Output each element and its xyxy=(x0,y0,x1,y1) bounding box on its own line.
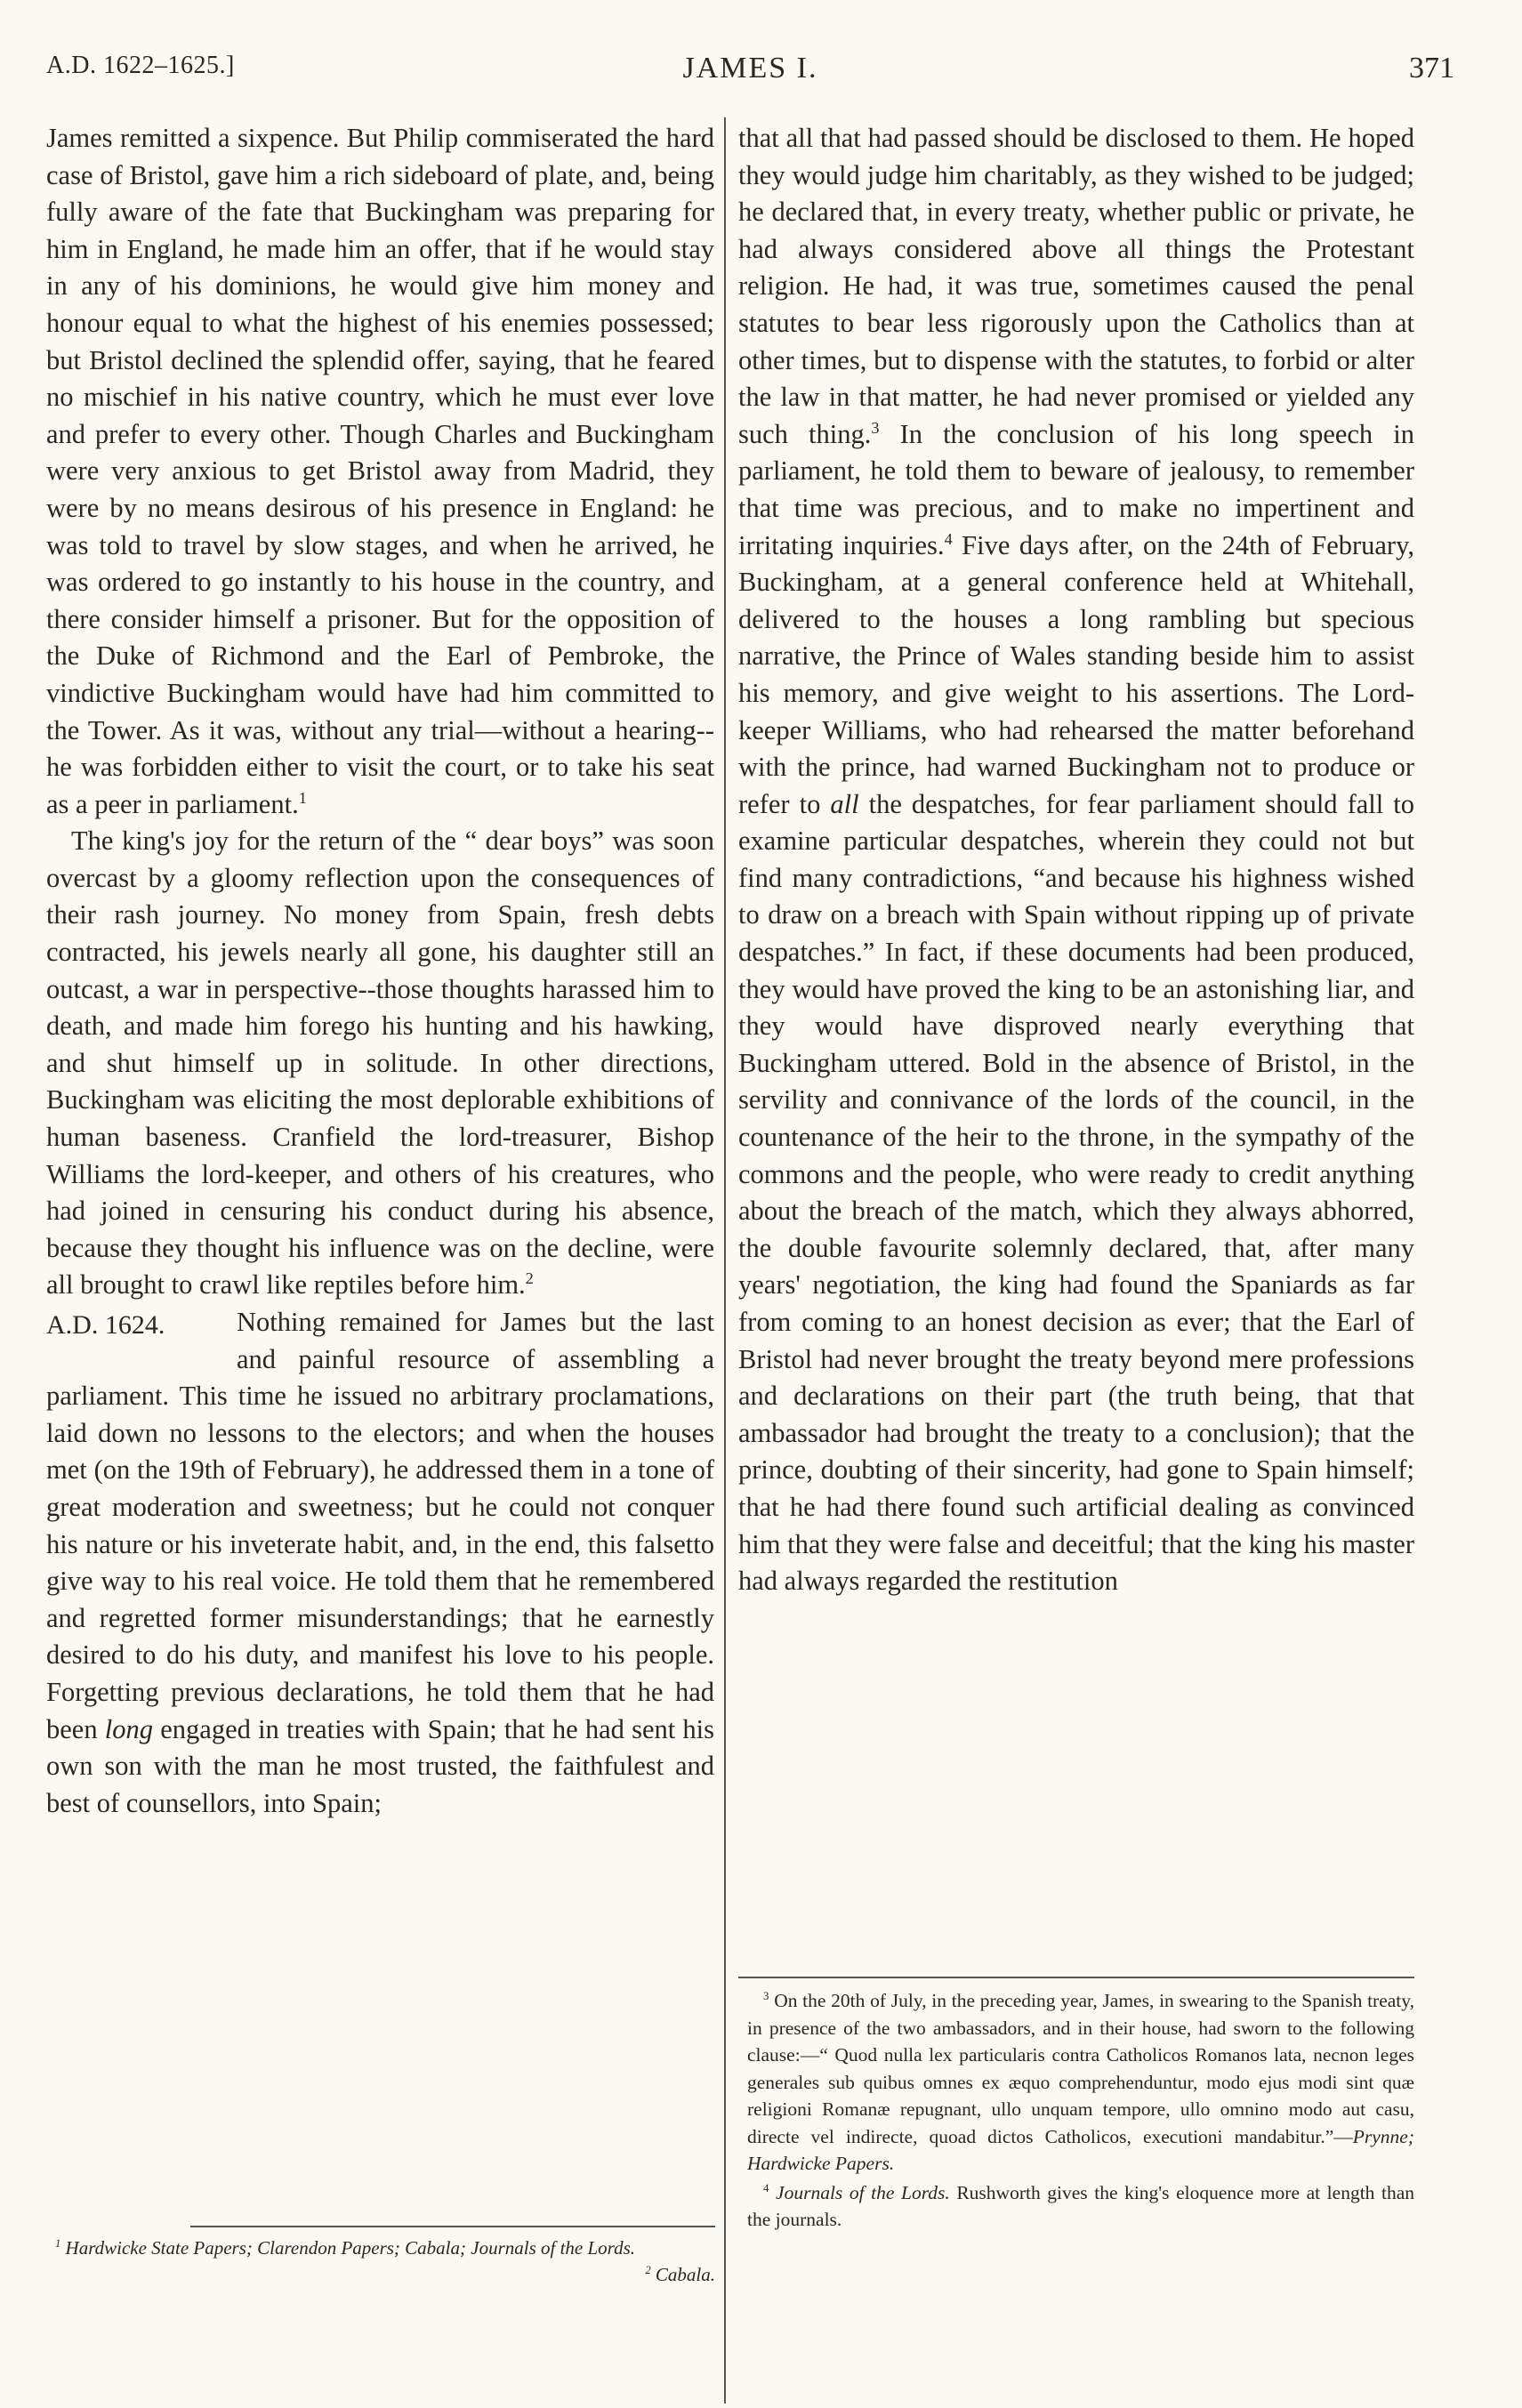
footnote-rule xyxy=(738,1977,1414,1978)
footnote-3: $^3$ On the 20th of July, in the preceding year, James, in swearing to the Spanish treaty, in presence of the two ambassadors, and in their house, had sworn to the following clause:—“ Quod nulla lex particularis contra Catholicos Romanos lata, necnon leges generales sub quibus omnes ex æquo comprehenduntur, modo ejus modi sint quæ religioni Romanæ repugnant, ullo unquam tempore, ullo omnino modo aut casu, directe vel indirecte, quoad dictos Catholicos, executioni mandabitur.”—Prynne; Hardwicke Papers. xyxy=(747,1989,1415,2174)
paragraph-text: engaged in treaties with Spain; that he had sent his own son with the man he most trusted, the faithfulest and best of counsellors, into Spain; xyxy=(46,1713,715,1818)
paragraph-text: Five days after, on the 24th of February, Buckingham, at a general conference held at Whitehall, delivered to the houses a long rambling but specious narrative, the Prince of Wales standing beside him to assist his memory, and give weight to his assertions. The Lord-keeper Williams, who had rehearsed the matter beforehand with the prince, had warned Buckingham not to produce or refer to xyxy=(738,529,1414,819)
footnotes-left xyxy=(55,2235,715,2288)
paragraph xyxy=(46,1304,714,1822)
footnote-2: $^2$ Cabala. xyxy=(645,2264,715,2285)
footnote-4: $^4$ Journals of the Lords. Rushworth gives the king's eloquence more at length than the journals. xyxy=(747,2181,1415,2230)
footnote-marker: 1 xyxy=(298,788,307,807)
paragraph-text: the despatches, for fear parliament should fall to examine particular despatches, wherein they could not but find many contradictions, “and because his highness wished to draw on a breach with Spain without ripping up of private despatches.” In fact, if these documents had been produced, they would have proved the king to be an astonishing liar, and they would have disproved nearly everything that Buckingham uttered. Bold in the absence of Bristol, in the servility and connivance of the lords of the council, in the countenance of the heir to the throne, in the sympathy of the commons and the people, who were ready to credit anything about the breach of the match, which they always abhorred, the double favourite solemnly declared, that, after many years' negotiation, the king had found the Spaniards as far from coming to an honest decision as ever; that the Earl of Bristol had never brought the treaty beyond mere professions and declarations on their part (the truth being, that that ambassador had brought the treaty to a conclusion); that the prince, doubting of their sincerity, had gone to Spain himself; that he had there found such artificial dealing as convinced him that they were false and deceitful; that the king his master had always regarded the restitution xyxy=(738,788,1415,1597)
footnote-marker: 2 xyxy=(525,1269,534,1288)
footnote-rule xyxy=(190,2226,715,2227)
paragraph-text: James remitted a sixpence. But Philip commiserated the hard case of Bristol, gave him a rich sideboard of plate, and, being fully aware of the fate that Buckingham was preparing for him in England, he made him an offer, that if he would stay in any of his dominions, he would give him money and honour equal to what the highest of his enemies possessed; but Bristol declined the splendid offer, saying, that he feared no mischief in his native country, which he must ever love and prefer to every other. Though Charles and Buckingham were very anxious to get Bristol away from Madrid, they were by no means desirous of his presence in England: he was told to travel by slow stages, and when he arrived, he was ordered to go instantly to his house in the country, and there consider himself a prisoner. But for the opposition of the Duke of Richmond and the Earl of Pembroke, the vindictive Buckingham would have had him committed to the Tower. As it was, without any trial—without a hearing--he was forbidden either to visit the court, or to take his seat as a peer in parliament. xyxy=(46,123,714,819)
paragraph-text: that all that had passed should be disclosed to them. He hoped they would judge him charitably, as they wished to be judged; he declared that, in every treaty, whether public or private, he had always considered above all things the Protestant religion. He had, it was true, sometimes caused the penal statutes to bear less rigorously upon the Catholics than at other times, but to dispense with the statutes, to forbid or alter the law in that matter, he had never promised or yielded any such thing. xyxy=(738,123,1414,449)
paragraph-text: In the conclusion of his long speech in parliament, he told them to beware of jealousy, to remember that time was precious, and to make no impertinent and irritating inquiries. xyxy=(738,418,1414,560)
running-header xyxy=(46,52,1454,91)
margin-date: A.D. 1624. xyxy=(46,1310,165,1340)
page-title: JAMES I. xyxy=(682,52,818,85)
footnote-marker: 4 xyxy=(944,529,953,548)
footnote-1: $^1$ Hardwicke State Papers; Clarendon Papers; Cabala; Journals of the Lords. xyxy=(55,2237,635,2259)
right-column xyxy=(738,120,1414,1600)
footnote-marker: 3 xyxy=(871,418,880,437)
footnotes-right xyxy=(747,1987,1414,2235)
left-column xyxy=(46,120,714,1822)
column-divider xyxy=(724,117,726,2404)
paragraph xyxy=(46,823,714,1304)
paragraph xyxy=(738,120,1414,1600)
italic-word: long xyxy=(104,1713,154,1744)
paragraph-text: The king's joy for the return of the “ dear boys” was soon overcast by a gloomy reflection upon the consequences of their rash journey. No money from Spain, fresh debts contracted, his jewels nearly all gone, his daughter still an outcast, a war in perspective--those thoughts harassed him to death, and made him forego his hunting and his hawking, and shut himself up in solitude. In other directions, Buckingham was eliciting the most deplorable exhibitions of human baseness. Cranfield the lord-treasurer, Bishop Williams the lord-keeper, and others of his creatures, who had joined in censuring his conduct during his absence, because they thought his influence was on the decline, were all brought to crawl like reptiles before him. xyxy=(46,825,714,1301)
paragraph xyxy=(46,120,714,823)
date-range: A.D. 1622–1625.] xyxy=(46,52,235,79)
paragraph-text: Nothing remained for James but the last and painful resource of assembling a parliament. This time he issued no arbitrary proclamations, laid down no lessons to the electors; and when the houses met (on the 19th of February), he addressed them in a tone of great moderation and sweetness; but he could not conquer his nature or his inveterate habit, and, in the end, this falsetto give way to his real voice. He told them that he remembered and regretted former misunderstandings; that he earnestly desired to do his duty, and manifest his love to his people. Forgetting previous declarations, he told them that he had been xyxy=(46,1307,714,1744)
page-number: 371 xyxy=(1409,52,1454,85)
italic-word: all xyxy=(830,788,859,819)
